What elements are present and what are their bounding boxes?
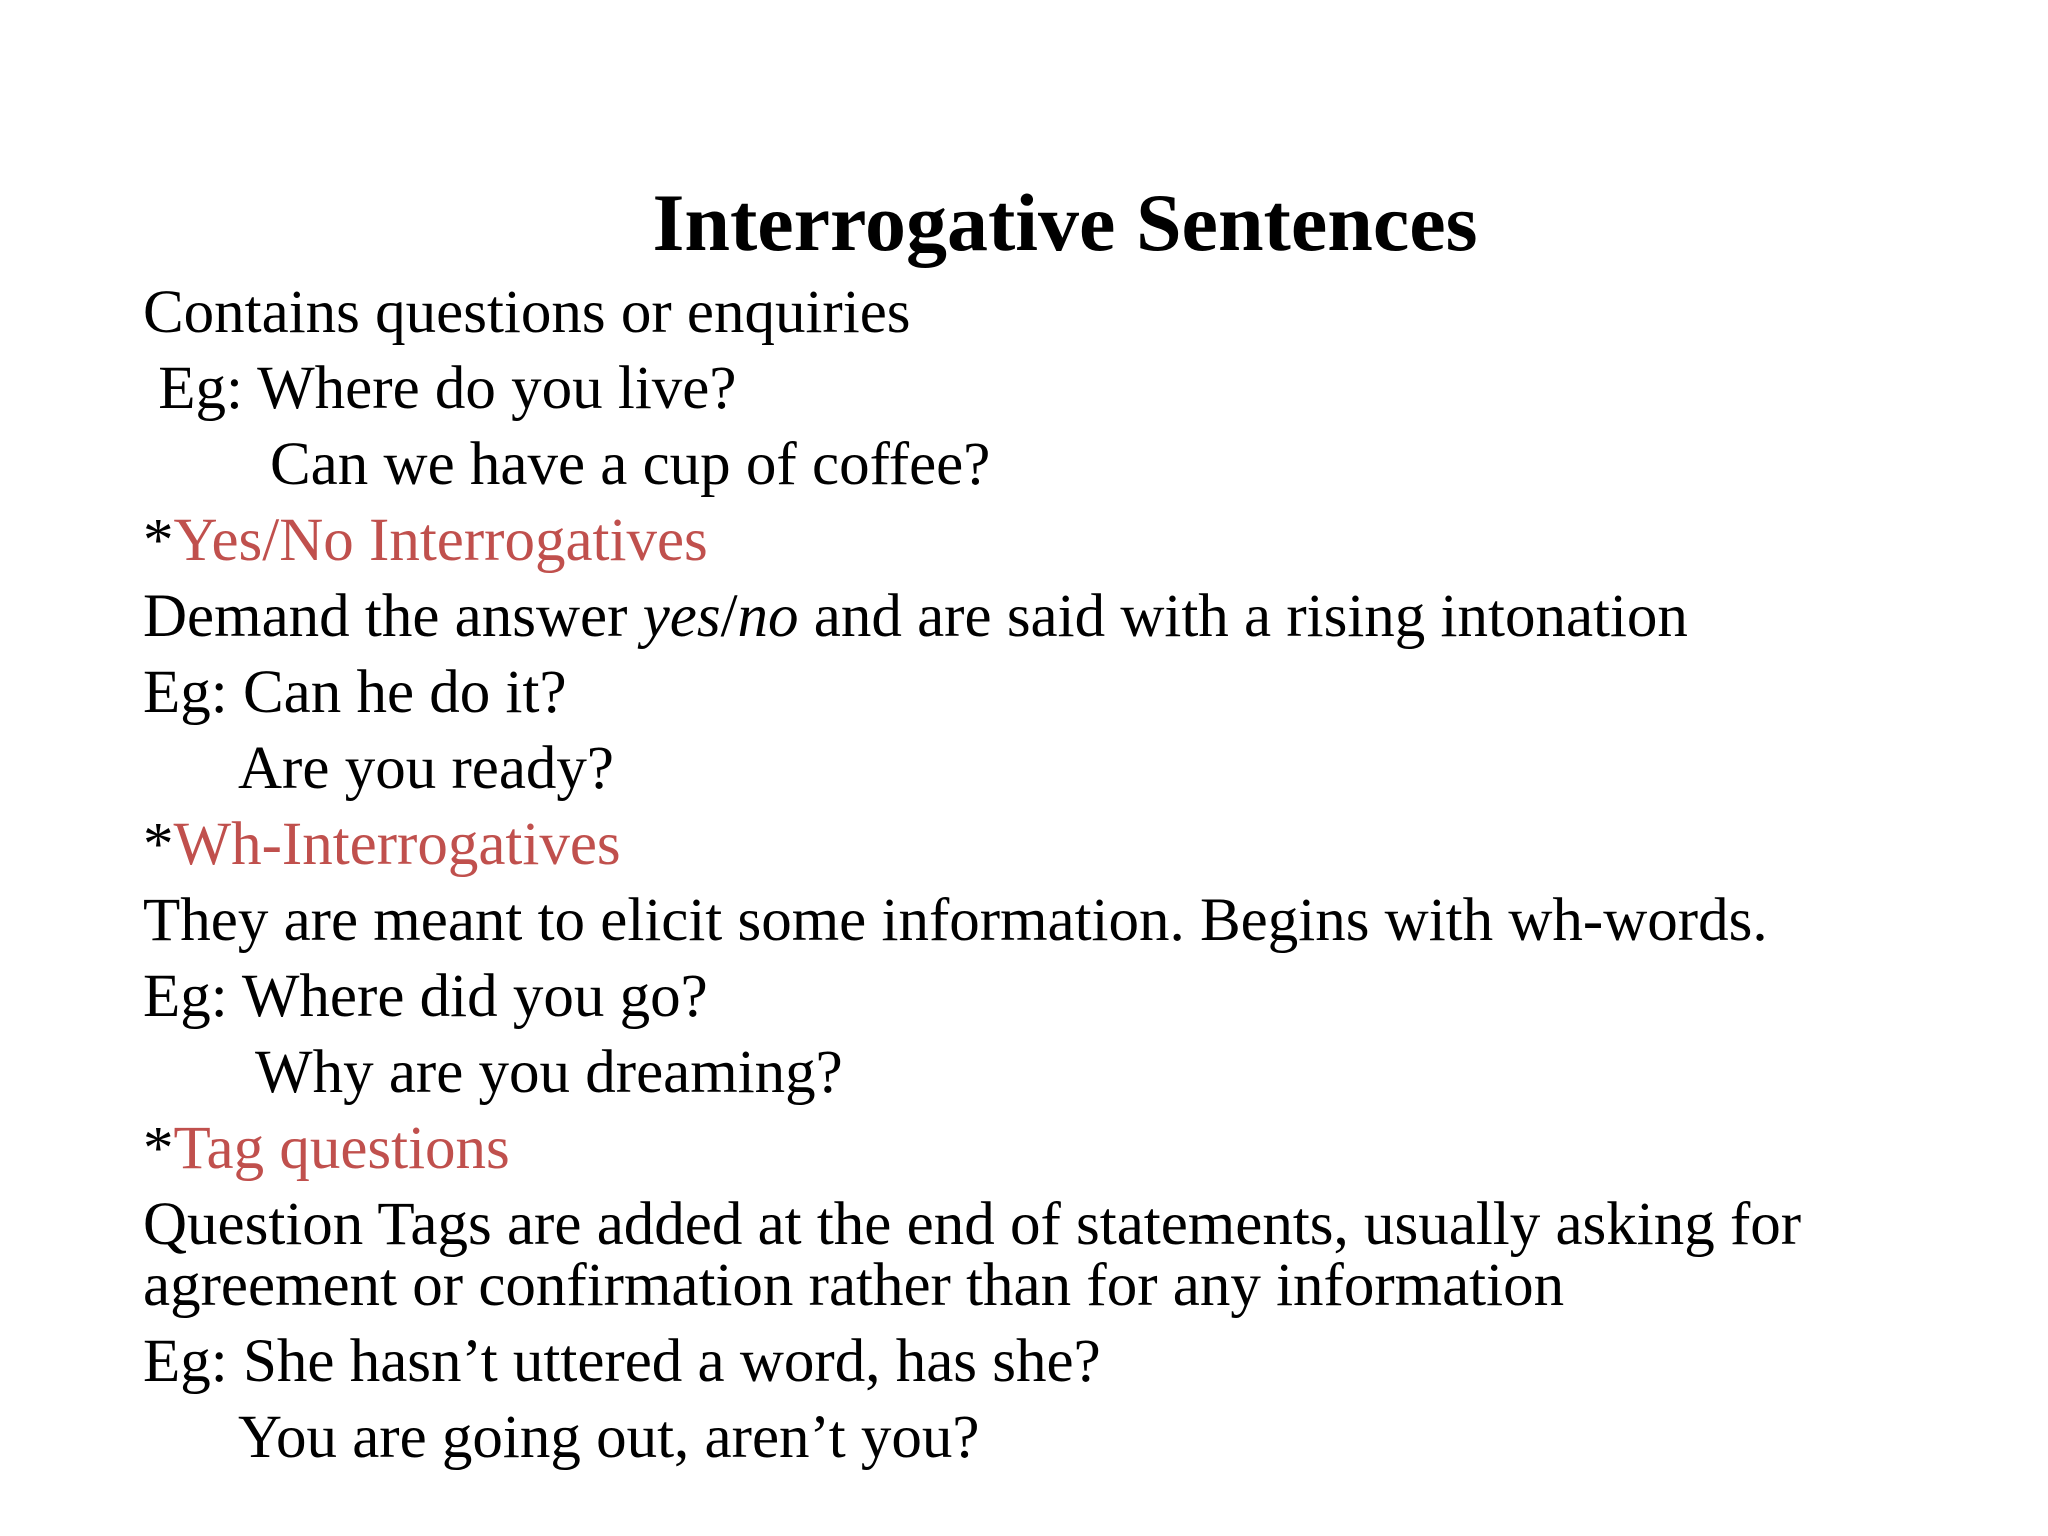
yes-no-heading: Yes/No Interrogatives bbox=[173, 507, 708, 574]
tag-example-2: You are going out, aren’t you? bbox=[238, 1404, 980, 1471]
tag-heading-line bbox=[143, 1114, 510, 1184]
wh-example-2: Why are you dreaming? bbox=[255, 1039, 843, 1106]
wh-bullet: * bbox=[143, 811, 174, 878]
yes-no-heading-line bbox=[143, 506, 708, 576]
wh-heading: Wh-Interrogatives bbox=[173, 811, 621, 878]
yes-no-desc-no: no bbox=[737, 583, 799, 650]
intro-definition: Contains questions or enquiries bbox=[143, 279, 911, 346]
yes-no-desc-slash: / bbox=[720, 583, 738, 650]
wh-description: They are meant to elicit some information. Begins with wh-words. bbox=[143, 887, 1768, 954]
yes-no-desc-post: and are said with a rising intonation bbox=[798, 583, 1688, 650]
tag-heading: Tag questions bbox=[173, 1115, 510, 1182]
intro-example-1: Eg: Where do you live? bbox=[143, 355, 737, 422]
wh-example-1: Eg: Where did you go? bbox=[143, 963, 708, 1030]
intro-example-2: Can we have a cup of coffee? bbox=[270, 431, 991, 498]
tag-description-line-1: Question Tags are added at the end of statements, usually asking for bbox=[143, 1191, 1802, 1258]
slide-title: Interrogative Sentences bbox=[652, 177, 1478, 268]
yes-no-bullet: * bbox=[143, 507, 174, 574]
yes-no-example-1: Eg: Can he do it? bbox=[143, 659, 567, 726]
tag-description-line-2: agreement or confirmation rather than for any information bbox=[143, 1252, 1565, 1319]
yes-no-desc-pre: Demand the answer bbox=[143, 583, 643, 650]
yes-no-example-2: Are you ready? bbox=[238, 735, 614, 802]
wh-heading-line bbox=[143, 810, 621, 880]
yes-no-desc-yes: yes bbox=[642, 583, 721, 650]
yes-no-description bbox=[143, 582, 1688, 652]
tag-bullet: * bbox=[143, 1115, 174, 1182]
tag-example-1: Eg: She hasn’t uttered a word, has she? bbox=[143, 1328, 1101, 1395]
